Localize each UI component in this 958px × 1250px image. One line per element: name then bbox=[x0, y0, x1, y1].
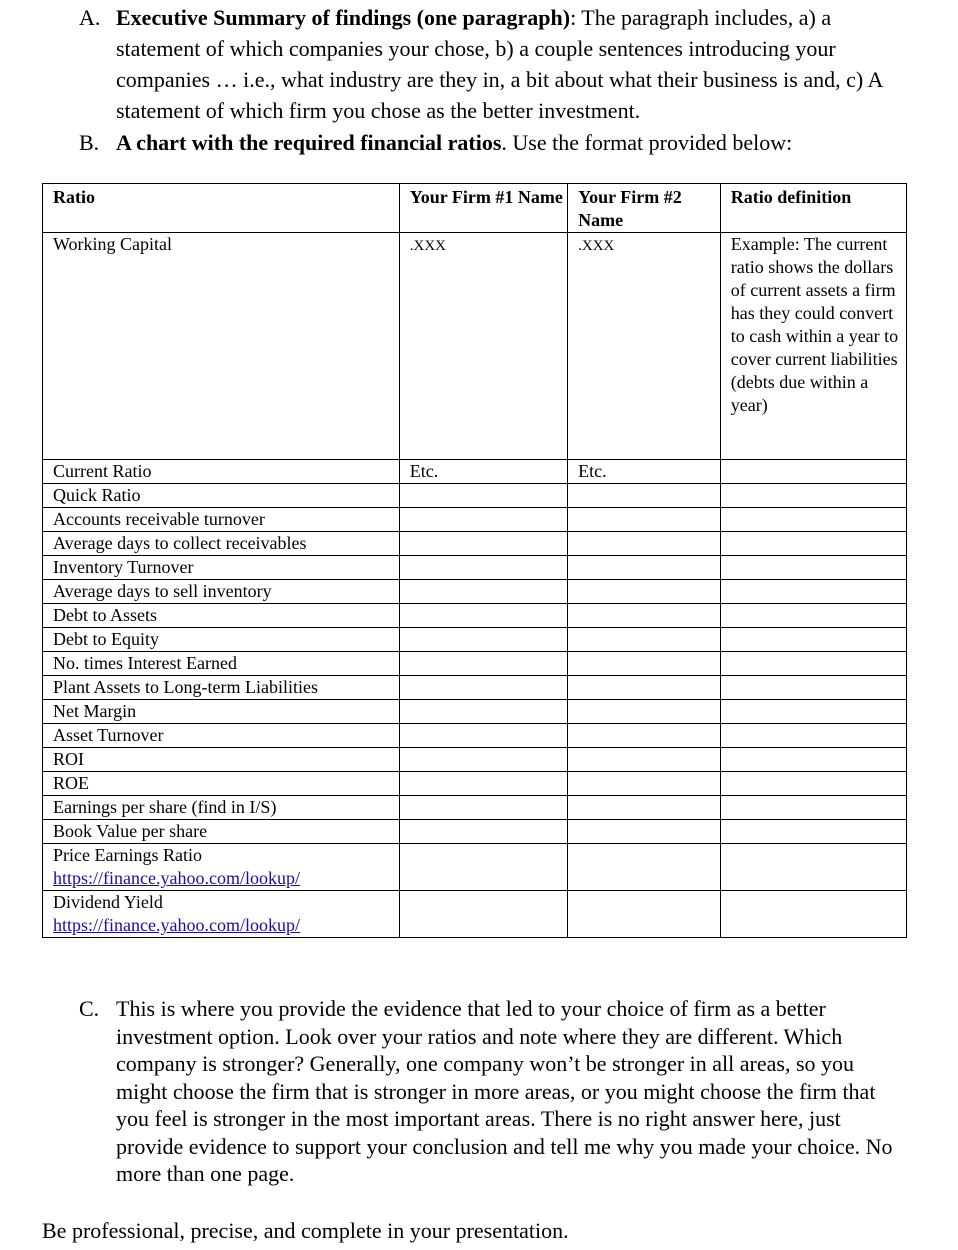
table-row bbox=[43, 508, 907, 532]
firm-1-value[interactable] bbox=[399, 724, 567, 748]
table-row bbox=[43, 556, 907, 580]
ratio-definition: Example: The current ratio shows the dollars of current assets a firm has they could convert to cash within a year to cover current liabilities (debts due within a year) bbox=[720, 233, 906, 460]
firm-1-value[interactable] bbox=[399, 556, 567, 580]
firm-1-value[interactable] bbox=[399, 484, 567, 508]
firm-2-value[interactable] bbox=[568, 891, 721, 938]
firm-2-value[interactable] bbox=[568, 676, 721, 700]
ratio-definition[interactable] bbox=[720, 556, 906, 580]
firm-1-value: .XXX bbox=[409, 238, 446, 254]
table-row-dividend-yield bbox=[43, 891, 907, 938]
ratios-table bbox=[42, 183, 907, 938]
ratio-definition[interactable] bbox=[720, 772, 906, 796]
firm-2-value[interactable] bbox=[568, 532, 721, 556]
ratio-name: Working Capital bbox=[43, 233, 400, 460]
ratio-definition[interactable] bbox=[720, 508, 906, 532]
ratio-definition[interactable] bbox=[720, 700, 906, 724]
yahoo-finance-link[interactable]: https://finance.yahoo.com/lookup/ bbox=[53, 915, 300, 935]
section-b-text: . Use the format provided below: bbox=[501, 130, 793, 155]
firm-2-value[interactable] bbox=[568, 772, 721, 796]
ratio-definition[interactable] bbox=[720, 628, 906, 652]
ratio-name: Accounts receivable turnover bbox=[43, 508, 400, 532]
section-b-marker: B. bbox=[79, 130, 100, 155]
table-row-working-capital bbox=[43, 233, 907, 460]
ratio-definition[interactable] bbox=[720, 604, 906, 628]
ratio-definition[interactable] bbox=[720, 724, 906, 748]
firm-2-value[interactable] bbox=[568, 628, 721, 652]
table-row bbox=[43, 484, 907, 508]
ratio-name: Earnings per share (find in I/S) bbox=[43, 796, 400, 820]
yahoo-finance-link[interactable]: https://finance.yahoo.com/lookup/ bbox=[53, 868, 300, 888]
ratio-name: Asset Turnover bbox=[43, 724, 400, 748]
firm-1-value[interactable] bbox=[399, 748, 567, 772]
ratio-name: Book Value per share bbox=[43, 820, 400, 844]
table-row bbox=[43, 748, 907, 772]
ratio-name: Current Ratio bbox=[43, 460, 400, 484]
firm-2-value[interactable] bbox=[568, 724, 721, 748]
table-row-current-ratio bbox=[43, 460, 907, 484]
firm-1-value: Etc. bbox=[399, 460, 567, 484]
ratio-name: ROI bbox=[43, 748, 400, 772]
ratio-definition[interactable] bbox=[720, 676, 906, 700]
section-a-text: : The paragraph includes, a) a statement of which companies your chose, b) a couple sentences introducing your companies … i.e., what industry are they in, a bit about what their business is and, c) A statement of which firm you chose as the better investment. bbox=[116, 5, 883, 123]
ratio-definition[interactable] bbox=[720, 891, 906, 938]
ratio-name: Inventory Turnover bbox=[43, 556, 400, 580]
firm-1-value[interactable] bbox=[399, 820, 567, 844]
table-row bbox=[43, 820, 907, 844]
ratio-name: ROE bbox=[43, 772, 400, 796]
firm-2-value[interactable] bbox=[568, 820, 721, 844]
ratio-name: No. times Interest Earned bbox=[43, 652, 400, 676]
firm-2-value[interactable] bbox=[568, 700, 721, 724]
ratio-definition[interactable] bbox=[720, 796, 906, 820]
table-row bbox=[43, 700, 907, 724]
firm-1-value[interactable] bbox=[399, 628, 567, 652]
firm-2-value[interactable] bbox=[568, 508, 721, 532]
firm-2-value[interactable] bbox=[568, 484, 721, 508]
header-firm-1: Your Firm #1 Name bbox=[399, 184, 567, 233]
ratio-name: Net Margin bbox=[43, 700, 400, 724]
table-row bbox=[43, 628, 907, 652]
firm-1-value[interactable] bbox=[399, 891, 567, 938]
firm-1-value[interactable] bbox=[399, 652, 567, 676]
ratio-definition[interactable] bbox=[720, 748, 906, 772]
firm-2-value[interactable] bbox=[568, 796, 721, 820]
table-row bbox=[43, 772, 907, 796]
firm-2-value[interactable] bbox=[568, 748, 721, 772]
firm-1-value[interactable] bbox=[399, 580, 567, 604]
header-ratio: Ratio bbox=[43, 184, 400, 233]
table-row bbox=[43, 652, 907, 676]
firm-1-value[interactable] bbox=[399, 844, 567, 891]
ratio-definition[interactable] bbox=[720, 844, 906, 891]
table-row bbox=[43, 580, 907, 604]
ratio-name: Plant Assets to Long-term Liabilities bbox=[43, 676, 400, 700]
firm-1-value[interactable] bbox=[399, 700, 567, 724]
firm-1-value[interactable] bbox=[399, 796, 567, 820]
table-row bbox=[43, 796, 907, 820]
firm-1-value[interactable] bbox=[399, 676, 567, 700]
firm-1-value[interactable] bbox=[399, 604, 567, 628]
firm-2-value[interactable] bbox=[568, 580, 721, 604]
ratio-name: Average days to sell inventory bbox=[43, 580, 400, 604]
table-row bbox=[43, 532, 907, 556]
ratio-name: Average days to collect receivables bbox=[43, 532, 400, 556]
firm-1-value[interactable] bbox=[399, 532, 567, 556]
section-a-heading: Executive Summary of findings (one paragraph) bbox=[116, 5, 571, 30]
table-row bbox=[43, 724, 907, 748]
header-definition: Ratio definition bbox=[720, 184, 906, 233]
ratio-definition[interactable] bbox=[720, 460, 906, 484]
firm-2-value[interactable] bbox=[568, 556, 721, 580]
ratio-definition[interactable] bbox=[720, 820, 906, 844]
section-c-text: This is where you provide the evidence that led to your choice of firm as a better investment option. Look over your ratios and note where they are different. Which company is stronger? Generally, one company won’t be stronger in all areas, so you might choose the firm that is stronger in more areas, or you might choose the firm that you feel is stronger in the most important areas. There is no right answer here, just provide evidence to support your conclusion and tell me why you made your choice. No more than one page. bbox=[116, 996, 893, 1186]
firm-2-value: .XXX bbox=[578, 238, 615, 254]
ratio-name: Debt to Equity bbox=[43, 628, 400, 652]
section-a-marker: A. bbox=[79, 5, 101, 30]
ratio-name: Price Earnings Ratio bbox=[53, 845, 202, 865]
firm-1-value[interactable] bbox=[399, 508, 567, 532]
ratio-name: Dividend Yield bbox=[53, 892, 163, 912]
ratio-definition[interactable] bbox=[720, 652, 906, 676]
firm-2-value: Etc. bbox=[568, 460, 721, 484]
table-row bbox=[43, 676, 907, 700]
firm-1-value[interactable] bbox=[399, 772, 567, 796]
firm-2-value[interactable] bbox=[568, 604, 721, 628]
footer-note: Be professional, precise, and complete in your presentation. bbox=[42, 1218, 569, 1243]
ratio-name: Quick Ratio bbox=[43, 484, 400, 508]
ratio-definition[interactable] bbox=[720, 580, 906, 604]
ratio-name: Debt to Assets bbox=[43, 604, 400, 628]
table-row bbox=[43, 604, 907, 628]
ratio-definition[interactable] bbox=[720, 532, 906, 556]
section-c-marker: C. bbox=[79, 996, 100, 1021]
section-b-heading: A chart with the required financial ratios bbox=[116, 130, 502, 155]
table-row-price-earnings bbox=[43, 844, 907, 891]
ratio-definition[interactable] bbox=[720, 484, 906, 508]
table-header-row bbox=[43, 184, 907, 233]
header-firm-2: Your Firm #2 Name bbox=[568, 184, 721, 233]
firm-2-value[interactable] bbox=[568, 844, 721, 891]
firm-2-value[interactable] bbox=[568, 652, 721, 676]
